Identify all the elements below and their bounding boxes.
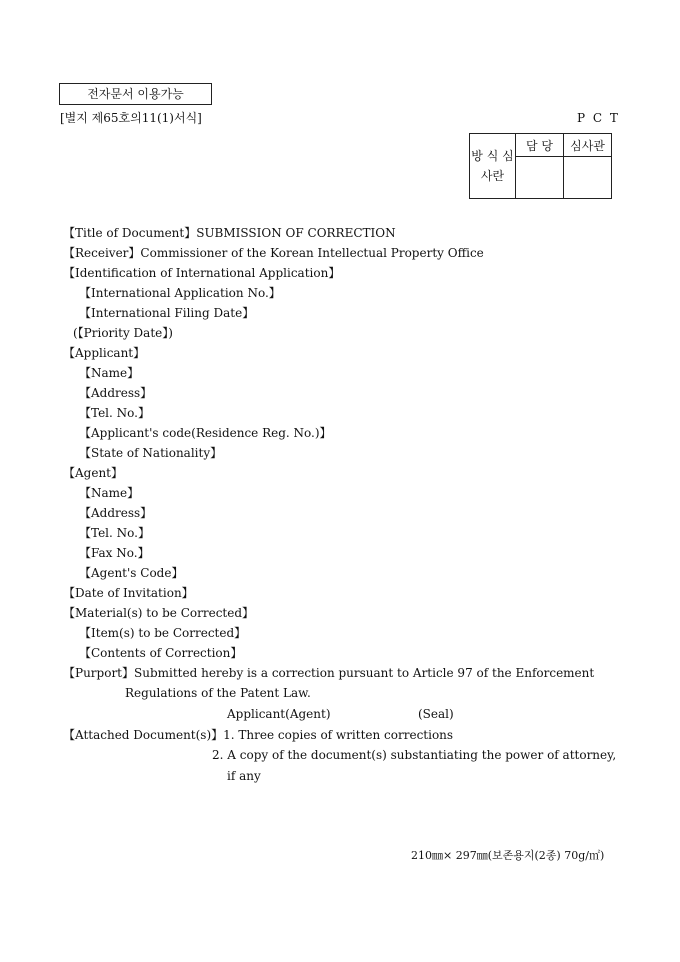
exam-cell (564, 157, 612, 199)
form-number: [별지 제65호의11(1)서식] (60, 111, 202, 125)
signature-applicant: Applicant(Agent) (227, 707, 331, 721)
doc-line: 【Receiver】Commissioner of the Korean Intellectual Property Office (63, 246, 484, 260)
exam-col-examiner: 심사관 (564, 134, 612, 157)
doc-line: 【Applicant's code(Residence Reg. No.)】 (79, 426, 332, 440)
doc-line: 【State of Nationality】 (79, 446, 223, 460)
doc-line: 【Name】 (79, 366, 140, 380)
doc-line: 2. A copy of the document(s) substantiating the power of attorney, (212, 748, 617, 762)
electronic-document-label: 전자문서 이용가능 (59, 83, 212, 105)
pct-label: P C T (577, 111, 620, 125)
paper-spec: 210㎜× 297㎜(보존용지(2종) 70g/㎡) (411, 849, 605, 862)
doc-line: 【International Filing Date】 (79, 306, 255, 320)
exam-col-in-charge: 담 당 (516, 134, 564, 157)
doc-line: (【Priority Date】) (73, 326, 173, 340)
doc-line: 【Fax No.】 (79, 546, 150, 560)
doc-line: 【Attached Document(s)】1. Three copies of written corrections (63, 728, 454, 742)
doc-line: 【Address】 (79, 506, 153, 520)
doc-line: 【Contents of Correction】 (79, 646, 243, 660)
doc-line: 【Tel. No.】 (79, 406, 150, 420)
doc-line: 【Address】 (79, 386, 153, 400)
doc-line: 【Tel. No.】 (79, 526, 150, 540)
doc-line: 【Identification of International Application】 (63, 266, 341, 280)
doc-line: if any (227, 769, 261, 783)
doc-line: 【Item(s) to be Corrected】 (79, 626, 247, 640)
doc-line: 【Material(s) to be Corrected】 (63, 606, 255, 620)
doc-line: 【Date of Invitation】 (63, 586, 194, 600)
doc-line: 【Title of Document】SUBMISSION OF CORRECTION (63, 226, 396, 240)
doc-line: 【International Application No.】 (79, 286, 281, 300)
doc-line: Regulations of the Patent Law. (125, 686, 311, 700)
examination-box (469, 133, 612, 199)
seal-label: (Seal) (418, 707, 454, 721)
doc-line: 【Agent's Code】 (79, 566, 184, 580)
doc-line: 【Agent】 (63, 466, 124, 480)
exam-row-label: 방 식 심사란 (470, 134, 516, 199)
doc-line: 【Name】 (79, 486, 140, 500)
doc-line: 【Applicant】 (63, 346, 146, 360)
exam-cell (516, 157, 564, 199)
doc-line: 【Purport】Submitted hereby is a correction pursuant to Article 97 of the Enforcement (63, 666, 595, 680)
